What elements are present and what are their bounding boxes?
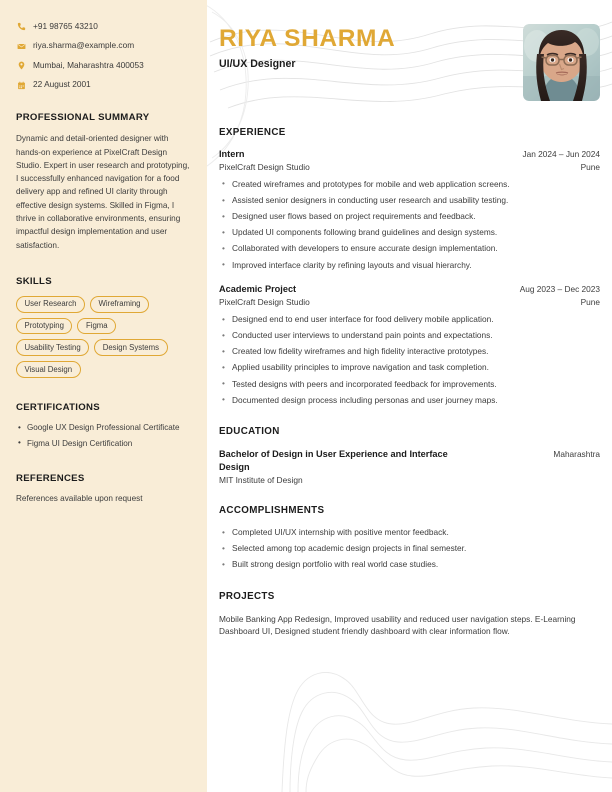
professional-summary-text: Dynamic and detail-oriented designer with hands-on experience at PixelCraft Design Studio. Expert in user research and prototyping, I successfully enhanced navigation for a food delivery app and refined UI clarity through effective design systems. Skilled in Figma, I thrive in collaborative environments, ensuring impactful design implementation and user satisfaction. (16, 134, 190, 250)
list-item: • Conducted user interviews to understand pain points and expectations. (232, 330, 600, 342)
calendar-icon (16, 81, 26, 90)
list-item: • Google UX Design Professional Certificate (27, 422, 191, 433)
list-item: • Designed end to end user interface for food delivery mobile application. (232, 314, 600, 326)
job-title: UI/UX Designer (219, 57, 296, 70)
contact-value-location: Mumbai, Maharashtra 400053 (33, 59, 144, 70)
contact-value-email: riya.sharma@example.com (33, 40, 135, 51)
list-item: • Designed user flows based on project requirements and feedback. (232, 211, 600, 223)
skills-list (16, 296, 191, 378)
entry-location: Pune (580, 161, 600, 172)
entry-header (219, 149, 600, 161)
education-location: Maharashtra (553, 449, 600, 460)
entry-subheader (219, 297, 600, 307)
list-item: • Improved interface clarity by refining layouts and visual hierarchy. (232, 260, 600, 272)
skill-pill: Prototyping (16, 318, 72, 335)
education-section (219, 426, 600, 485)
list-item: • Applied usability principles to improve navigation and task completion. (232, 362, 600, 374)
entry-bullet-list (219, 179, 600, 271)
entry-location: Pune (580, 297, 600, 308)
contact-list (16, 22, 191, 90)
sidebar (0, 0, 207, 792)
projects-text: Mobile Banking App Redesign, Improved usability and reduced user navigation steps. E-Learning Dashboard UI, Designed student friendly dashboard with clear information flow. (219, 613, 576, 636)
contact-item-location (16, 61, 191, 71)
contact-value-phone: +91 98765 43210 (33, 21, 98, 31)
section-heading-accomplishments: ACCOMPLISHMENTS (219, 505, 325, 517)
section-heading-experience: EXPERIENCE (219, 127, 286, 138)
contact-value-birthdate: 22 August 2001 (33, 79, 91, 90)
list-item: • Collaborated with developers to ensure accurate design implementation. (232, 243, 600, 255)
entry-header (219, 284, 600, 296)
entry-date: Jan 2024 – Jun 2024 (522, 149, 600, 159)
certifications-list (16, 422, 191, 449)
section-heading-references: REFERENCES (16, 473, 85, 484)
avatar (523, 24, 600, 101)
section-heading-projects: PROJECTS (219, 590, 275, 602)
section-heading-certifications: CERTIFICATIONS (16, 402, 100, 414)
accomplishments-list (219, 527, 600, 571)
list-item: • Created low fidelity wireframes and high fidelity interactive prototypes. (232, 346, 600, 358)
section-heading-skills: SKILLS (16, 275, 52, 287)
projects-section (219, 591, 600, 637)
contact-item-phone (16, 22, 191, 32)
list-item: • Completed UI/UX internship with positive mentor feedback. (232, 527, 600, 539)
experience-entry (219, 284, 600, 406)
entry-organization: PixelCraft Design Studio (219, 297, 310, 308)
list-item: • Selected among top academic design projects in final semester. (232, 543, 600, 555)
list-item: • Created wireframes and prototypes for mobile and web application screens. (232, 179, 600, 191)
phone-icon (16, 22, 26, 31)
main-content (207, 0, 612, 792)
skill-pill: Usability Testing (16, 339, 89, 356)
education-entry (219, 448, 600, 473)
entry-organization: PixelCraft Design Studio (219, 161, 310, 172)
header-text-block (219, 22, 395, 70)
experience-section (219, 127, 600, 406)
contact-item-birthdate (16, 80, 191, 90)
section-heading-professional-summary: PROFESSIONAL SUMMARY (16, 112, 150, 124)
education-degree: Bachelor of Design in User Experience and Interface Design (219, 449, 448, 472)
skill-pill: User Research (16, 296, 85, 313)
entry-subheader (219, 162, 600, 172)
list-item: • Built strong design portfolio with real world case studies. (232, 559, 600, 571)
skill-pill: Visual Design (16, 361, 81, 378)
page-title: RIYA SHARMA (219, 25, 396, 52)
skill-pill: Wireframing (90, 296, 149, 313)
skill-pill: Figma (77, 318, 116, 335)
education-school: MIT Institute of Design (219, 475, 303, 486)
contact-item-email (16, 41, 191, 51)
entry-role: Academic Project (219, 284, 297, 295)
entry-role: Intern (219, 149, 245, 159)
accomplishments-section (219, 505, 600, 571)
list-item: • Assisted senior designers in conducting user research and usability testing. (232, 195, 600, 207)
entry-date: Aug 2023 – Dec 2023 (519, 284, 600, 295)
experience-entry (219, 149, 600, 271)
email-icon (16, 42, 26, 51)
list-item: • Documented design process including personas and user journey maps. (232, 395, 600, 407)
resume-header (219, 22, 600, 101)
entry-bullet-list (219, 314, 600, 406)
list-item: • Figma UI Design Certification (27, 438, 191, 449)
section-heading-education: EDUCATION (219, 426, 280, 438)
list-item: • Tested designs with peers and incorporated feedback for improvements. (232, 379, 600, 391)
location-icon (16, 61, 26, 70)
references-text: References available upon request (16, 494, 143, 503)
skill-pill: Design Systems (94, 339, 167, 356)
list-item: • Updated UI components following brand guidelines and design systems. (232, 227, 600, 239)
